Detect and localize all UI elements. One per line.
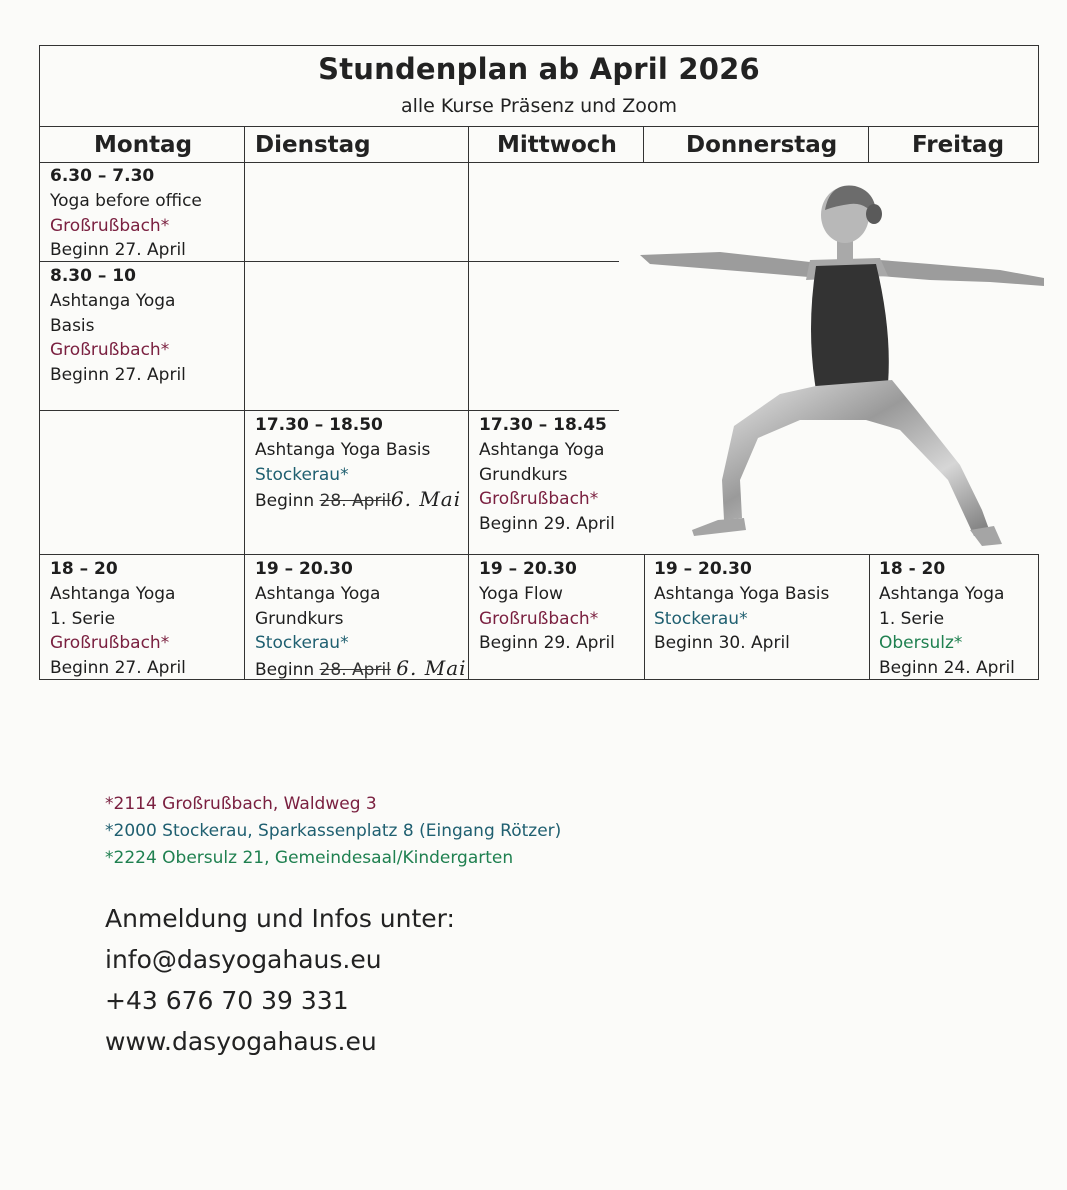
class-cell-fri-1800: [879, 557, 1015, 681]
start-handwritten-date: 6. Mai: [390, 487, 462, 512]
class-name: Ashtanga Yoga: [50, 583, 176, 604]
class-name-2: Basis: [50, 315, 95, 336]
class-location: Großrußbach*: [479, 608, 599, 629]
day-header-tuesday: Dienstag: [255, 132, 371, 158]
grid-line: [869, 554, 870, 680]
address-stockerau: *2000 Stockerau, Sparkassenplatz 8 (Eingang Rötzer): [105, 821, 562, 841]
class-location: Obersulz*: [879, 633, 963, 654]
page-title: Stundenplan ab April 2026: [318, 52, 760, 86]
grid-line: [39, 126, 1039, 127]
class-cell-wed-1730: [479, 413, 615, 537]
class-time: 19 – 20.30: [654, 559, 752, 579]
class-name-2: Grundkurs: [479, 464, 568, 485]
address-obersulz: *2224 Obersulz 21, Gemeindesaal/Kindergarten: [105, 848, 514, 868]
grid-line: [1038, 126, 1039, 163]
class-time: 18 – 20: [50, 559, 118, 579]
contact-phone[interactable]: +43 676 70 39 331: [105, 986, 349, 1015]
class-name: Yoga before office: [50, 190, 202, 211]
class-name: Ashtanga Yoga Basis: [654, 583, 830, 604]
day-header-thursday: Donnerstag: [686, 132, 838, 158]
class-location: Großrußbach*: [50, 215, 170, 236]
start-prefix: Beginn: [255, 491, 315, 512]
class-start: Beginn 29. April: [479, 633, 615, 654]
class-cell-tue-1900: [255, 557, 467, 683]
class-start: Beginn 30. April: [654, 633, 790, 654]
contact-heading: Anmeldung und Infos unter:: [105, 904, 455, 933]
class-name: Ashtanga Yoga: [479, 439, 605, 460]
class-start: [255, 656, 467, 683]
class-time: 18 - 20: [879, 559, 946, 579]
class-time: 17.30 – 18.50: [255, 415, 383, 435]
start-struck-date: 28. April: [319, 660, 391, 681]
class-start: Beginn 24. April: [879, 658, 1015, 679]
grid-line: [39, 126, 40, 680]
contact-website-link[interactable]: www.dasyogahaus.eu: [105, 1027, 377, 1056]
address-grossrussbach: *2114 Großrußbach, Waldweg 3: [105, 794, 377, 814]
page-subtitle: alle Kurse Präsenz und Zoom: [400, 95, 678, 117]
class-cell-mon-1800: [50, 557, 186, 681]
class-name-2: 1. Serie: [879, 608, 945, 629]
contact-email-link[interactable]: info@dasyogahaus.eu: [105, 945, 382, 974]
class-name: Ashtanga Yoga: [879, 583, 1005, 604]
grid-line: [1038, 554, 1039, 680]
class-start: Beginn 27. April: [50, 240, 186, 261]
start-prefix: Beginn: [255, 660, 315, 681]
class-time: 19 – 20.30: [479, 559, 577, 579]
yoga-pose-illustration: [630, 180, 1050, 550]
day-header-monday: Montag: [94, 132, 193, 158]
class-name: Ashtanga Yoga: [255, 583, 381, 604]
class-location: Großrußbach*: [50, 340, 170, 361]
class-name: Yoga Flow: [479, 583, 563, 604]
start-handwritten-date: 6. Mai: [396, 656, 467, 681]
class-time: 6.30 – 7.30: [50, 166, 155, 186]
class-start: Beginn 27. April: [50, 658, 186, 679]
class-start: Beginn 27. April: [50, 365, 186, 386]
grid-line: [468, 126, 469, 680]
class-cell-mon-0830: [50, 264, 186, 388]
grid-line: [244, 126, 245, 680]
class-name: Ashtanga Yoga Basis: [255, 439, 431, 460]
class-name-2: 1. Serie: [50, 608, 116, 629]
class-name: Ashtanga Yoga: [50, 290, 176, 311]
class-location: Stockerau*: [654, 608, 748, 629]
day-header-friday: Freitag: [912, 132, 1005, 158]
grid-line: [644, 554, 645, 680]
class-location: Großrußbach*: [479, 489, 599, 510]
start-struck-date: 28. April: [319, 491, 391, 512]
class-time: 17.30 – 18.45: [479, 415, 607, 435]
day-header-wednesday: Mittwoch: [497, 132, 617, 158]
class-cell-thu-1900: [654, 557, 829, 656]
class-start: [255, 487, 461, 514]
class-location: Großrußbach*: [50, 633, 170, 654]
class-start: Beginn 29. April: [479, 514, 615, 535]
class-time: 19 – 20.30: [255, 559, 353, 579]
grid-line: [39, 162, 1039, 163]
class-cell-mon-0630: [50, 164, 202, 263]
grid-line: [39, 554, 1039, 555]
class-time: 8.30 – 10: [50, 266, 136, 286]
grid-line: [643, 126, 644, 163]
class-location: Stockerau*: [255, 633, 349, 654]
class-cell-wed-1900: [479, 557, 615, 656]
class-location: Stockerau*: [255, 464, 349, 485]
grid-line: [39, 410, 619, 411]
grid-line: [868, 126, 869, 163]
class-name-2: Grundkurs: [255, 608, 344, 629]
class-cell-tue-1730: [255, 413, 461, 514]
